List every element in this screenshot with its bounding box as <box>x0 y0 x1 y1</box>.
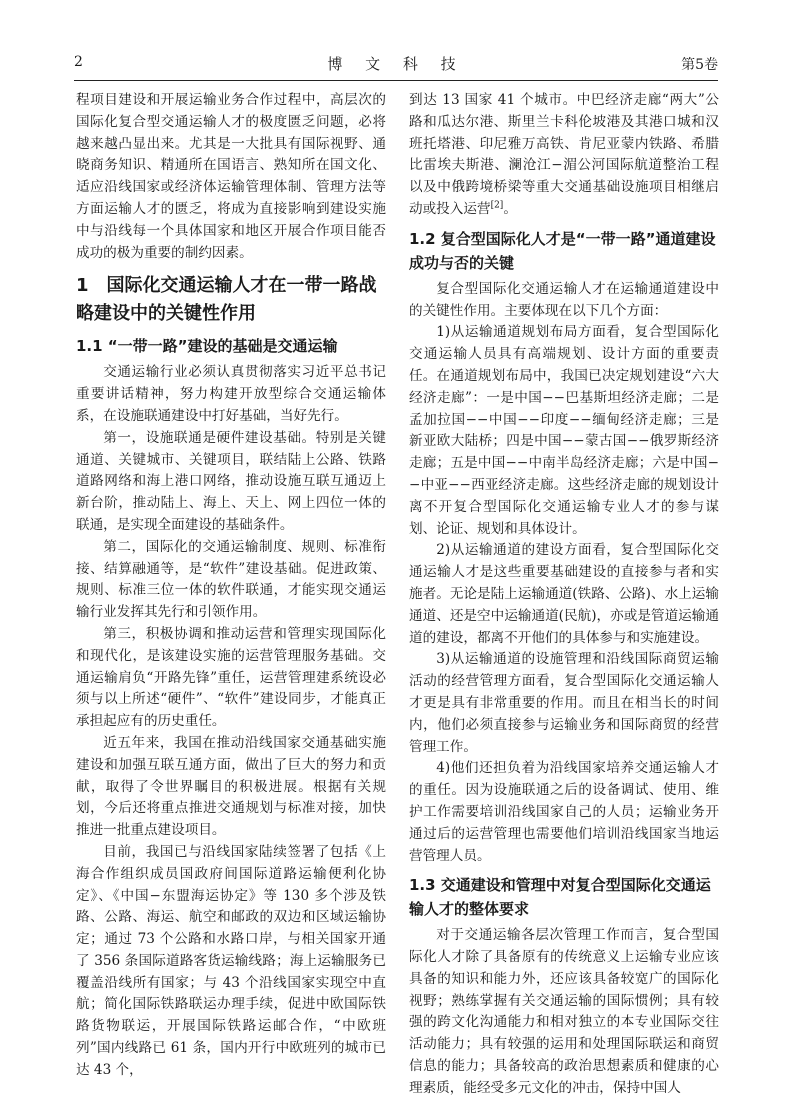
paragraph: 2)从运输通道的建设方面看，复合型国际化交通运输人才是这些重要基础建设的直接参与者和实施者。无论是陆上运输通道(铁路、公路)、水上运输通道、还是空中运输通道(民航)，亦或是管道运输通道的建设，都离不开他们的具体参与和实施建设。 <box>409 542 719 646</box>
paragraph: 程项目建设和开展运输业务合作过程中，高层次的国际化复合型交通运输人才的极度匮乏问题，必将越来越凸显出来。尤其是一大批具有国际视野、通晓商务知识、精通所在国语言、熟知所在国文化、适应沿线国家或经济体运输管理体制、管理方法等方面运输人才的匮乏，将成为直接影响到建设实施中与沿线每一个具体国家和地区开展合作项目能否成功的极为重要的制约因素。 <box>76 92 386 261</box>
subsection-heading: 1.3 交通建设和管理中对复合型国际化交通运输人才的整体要求 <box>409 876 711 919</box>
left-column <box>76 90 386 1082</box>
volume-label: 第5卷 <box>681 57 718 73</box>
citation: [2] <box>490 200 504 211</box>
paragraph: 交通运输行业必须认真贯彻落实习近平总书记重要讲话精神，努力构建开放型综合交通运输体系，在设施联通建设中打好基础，当好先行。 <box>76 364 386 424</box>
right-column <box>409 90 719 1100</box>
paragraph: 近五年来，我国在推动沿线国家交通基础实施建设和加强互联互通方面，做出了巨大的努力和贡献，取得了令世界瞩目的积极进展。根据有关规划，今后还将重点推进交通规划与标准对接，加快推进一批重点建设项目。 <box>76 734 386 839</box>
journal-name: 博 文 科 技 <box>327 55 465 73</box>
paragraph: 复合型国际化交通运输人才在运输通道建设中的关键性作用。主要体现在以下几个方面： <box>409 280 719 319</box>
paragraph: 第三，积极协调和推动运营和管理实现国际化和现代化，是该建设实施的运营管理服务基础。交通运输肩负“开路先锋”重任，运营管理建系统设必须与以上所述“硬件”、“软件”建设同步，才能真正承担起应有的历史重任。 <box>76 625 386 730</box>
paragraph: 4)他们还担负着为沿线国家培养交通运输人才的重任。因为设施联通之后的设备调试、使用、维护工作需要培训沿线国家自己的人员；运输业务开通过后的运营管理也需要他们培训沿线国家当地运营管理人员。 <box>409 760 719 864</box>
subsection-heading: 1.2 复合型国际化人才是“一带一路”通道建设成功与否的关键 <box>409 229 716 272</box>
paragraph-end: 。 <box>503 200 517 217</box>
paragraph <box>409 90 719 221</box>
section-heading: 1 国际化交通运输人才在一带一路战略建设中的关键性作用 <box>76 275 377 325</box>
paragraph: 目前，我国已与沿线国家陆续签署了包括《上海合作组织成员国政府间国际道路运输便利化协定》、《中国−东盟海运协定》等 130 多个涉及铁路、公路、海运、航空和邮政的双边和区域运输协定；通过 73 个公路和水路口岸，与相关国家开通了 356 条国际道路客货运输线路；海上运输服务已覆盖沿线所有国家；与 43 个沿线国家实现空中直航；简化国际铁路联运办理手续，促进中欧国际铁路货物联运，开展国际铁路运邮合作，“中欧班列”国内线路已 61 条，国内开行中欧班列的城市已达 43 个， <box>76 843 386 1078</box>
page-header <box>74 46 718 81</box>
paragraph: 第一，设施联通是硬件建设基础。特别是关键通道、关键城市、关键项目，联结陆上公路、铁路道路网络和海上港口网络，推动设施互联互通迈上新台阶，推动陆上、海上、天上、网上四位一体的联通，是实现全面建设的基础条件。 <box>76 429 386 533</box>
paragraph: 第二，国际化的交通运输制度、规则、标准衔接、结算融通等，是“软件”建设基础。促进政策、规则、标准三位一体的软件联通，才能实现交通运输行业发挥其先行和引领作用。 <box>76 538 386 621</box>
page-number: 2 <box>74 54 83 70</box>
paragraph-text: 到达 13 国家 41 个城市。中巴经济走廊“两大”公路和瓜达尔港、斯里兰卡科伦坡港及其港口城和汉班托塔港、印尼雅万高铁、肯尼亚蒙内铁路、希腊比雷埃夫斯港、澜沧江−湄公河国际航道整治工程以及中俄跨境桥梁等重大交通基础设施项目相继启动或投入运营 <box>409 92 719 217</box>
paragraph: 3)从运输通道的设施管理和沿线国际商贸运输活动的经营管理方面看，复合型国际化交通运输人才更是具有非常重要的作用。而且在相当长的时间内，他们必须直接参与运输业务和国际商贸的经营管理工作。 <box>409 651 719 755</box>
paragraph: 1)从运输通道规划布局方面看，复合型国际化交通运输人员具有高端规划、设计方面的重要责任。在通道规划布局中，我国已决定规划建设“六大经济走廊”：一是中国−−巴基斯坦经济走廊；二是孟加拉国−−中国−−印度−−缅甸经济走廊；三是新亚欧大陆桥；四是中国−−蒙古国−−俄罗斯经济走廊；五是中国−−中南半岛经济走廊；六是中国−−中亚−−西亚经济走廊。这些经济走廊的规划设计离不开复合型国际化交通运输专业人才的参与谋划、论证、规划和具体设计。 <box>409 324 719 537</box>
paragraph: 对于交通运输各层次管理工作而言，复合型国际化人才除了具备原有的传统意义上运输专业应该具备的知识和能力外，还应该具备较宽广的国际化视野；熟练掌握有关交通运输的国际惯例；具有较强的跨文化沟通能力和相对独立的本专业国际交往活动能力；具有较强的运用和处理国际联运和商贸信息的能力；具备较高的政治思想素质和健康的心理素质，能经受多元文化的冲击，保持中国人 <box>409 927 719 1096</box>
subsection-heading: 1.1 “一带一路”建设的基础是交通运输 <box>76 337 338 356</box>
